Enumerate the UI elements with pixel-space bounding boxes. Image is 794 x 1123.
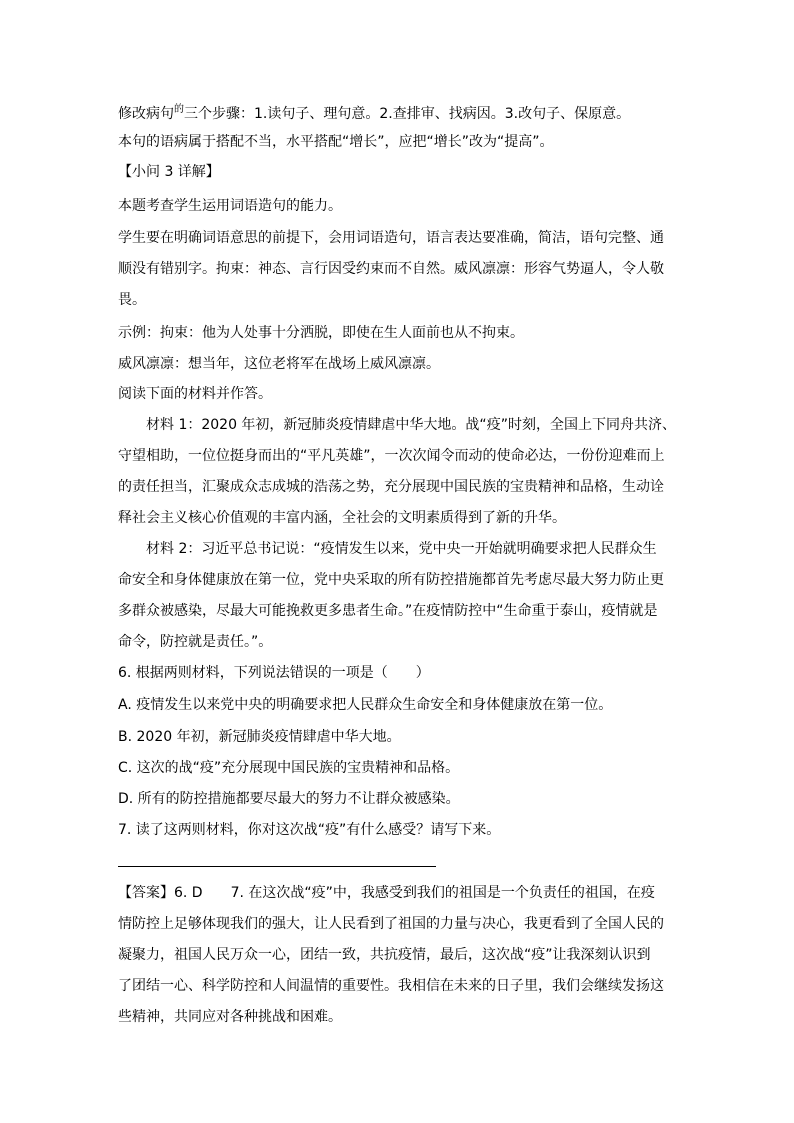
question-7: 7. 读了这两则材料，你对这次战“疫”有什么感受？请写下来。 <box>118 822 501 838</box>
material-1-line: 守望相助，一位位挺身而出的“平凡英雄”，一次次闻令而动的使命必达，一份份迎难而上 <box>118 448 665 464</box>
option-b: B. 2020 年初，新冠肺炎疫情肆虐中华大地。 <box>118 729 401 745</box>
answer-line: 了团结一心、科学防控和人间温情的重要性。我相信在未来的日子里，我们会继续发扬这 <box>118 978 664 994</box>
material-2-line: 命安全和身体健康放在第一位，党中央采取的所有防控措施都首先考虑尽最大努力防止更 <box>118 572 664 588</box>
superscript-text: 的 <box>174 104 184 115</box>
option-d: D. 所有的防控措施都要尽最大的努力不让群众被感染。 <box>118 791 460 807</box>
material-2-line: 多群众被感染，尽最大可能挽救更多患者生命。”在疫情防控中“生命重于泰山，疫情就是 <box>118 603 658 619</box>
example-line: 威风凛凛：想当年，这位老将军在战场上威风凛凛。 <box>118 356 440 372</box>
paragraph-line: 畏。 <box>118 292 146 308</box>
text: 修改病句 <box>118 106 174 122</box>
error-explanation: 本句的语病属于搭配不当，水平搭配“增长”，应把“增长”改为“提高”。 <box>118 134 554 150</box>
reading-instruction: 阅读下面的材料并作答。 <box>118 386 272 402</box>
paragraph: 本题考查学生运用词语造句的能力。 <box>118 198 342 214</box>
example-line: 示例：拘束：他为人处事十分洒脱，即使在生人面前也从不拘束。 <box>118 325 524 341</box>
answer-line: 【答案】6. D 7. 在这次战“疫”中，我感受到我们的祖国是一个负责任的祖国，在疫 <box>118 885 655 901</box>
paragraph-line: 顺没有错别字。拘束：神态、言行因受约束而不自然。威风凛凛：形容气势逼人，令人敬 <box>118 261 664 277</box>
section-heading: 【小问 3 详解】 <box>118 164 220 180</box>
answer-line: 些精神，共同应对各种挑战和困难。 <box>118 1009 342 1025</box>
material-2-line: 材料 2：习近平总书记说：“疫情发生以来，党中央一开始就明确要求把人民群众生 <box>146 541 657 557</box>
text: 三个步骤：1.读句子、理句意。2.查排审、找病因。3.改句子、保原意。 <box>184 106 631 122</box>
answer-line: 情防控上足够体现我们的强大，让人民看到了祖国的力量与决心，我更看到了全国人民的 <box>118 916 664 932</box>
steps-line <box>118 106 630 124</box>
material-1-line: 的责任担当，汇聚成众志成城的浩荡之势，充分展现中国民族的宝贵精神和品格，生动诠 <box>118 479 664 495</box>
question-6: 6. 根据两则材料，下列说法错误的一项是（ ） <box>118 665 430 681</box>
answer-line: 凝聚力，祖国人民万众一心，团结一致，共抗疫情，最后，这次战“疫”让我深刻认识到 <box>118 947 651 963</box>
option-c: C. 这次的战“疫”充分展现中国民族的宝贵精神和品格。 <box>118 760 460 776</box>
paragraph-line: 学生要在明确词语意思的前提下，会用词语造句，语言表达要准确，简洁，语句完整、通 <box>118 230 664 246</box>
divider <box>118 866 436 867</box>
material-1-line: 材料 1：2020 年初，新冠肺炎疫情肆虐中华大地。战“疫”时刻，全国上下同舟共济、 <box>146 417 676 433</box>
material-1-line: 释社会主义核心价值观的丰富内涵，全社会的文明素质得到了新的升华。 <box>118 510 566 526</box>
material-2-line: 命令，防控就是责任。”。 <box>118 634 273 650</box>
option-a: A. 疫情发生以来党中央的明确要求把人民群众生命安全和身体健康放在第一位。 <box>118 697 613 713</box>
